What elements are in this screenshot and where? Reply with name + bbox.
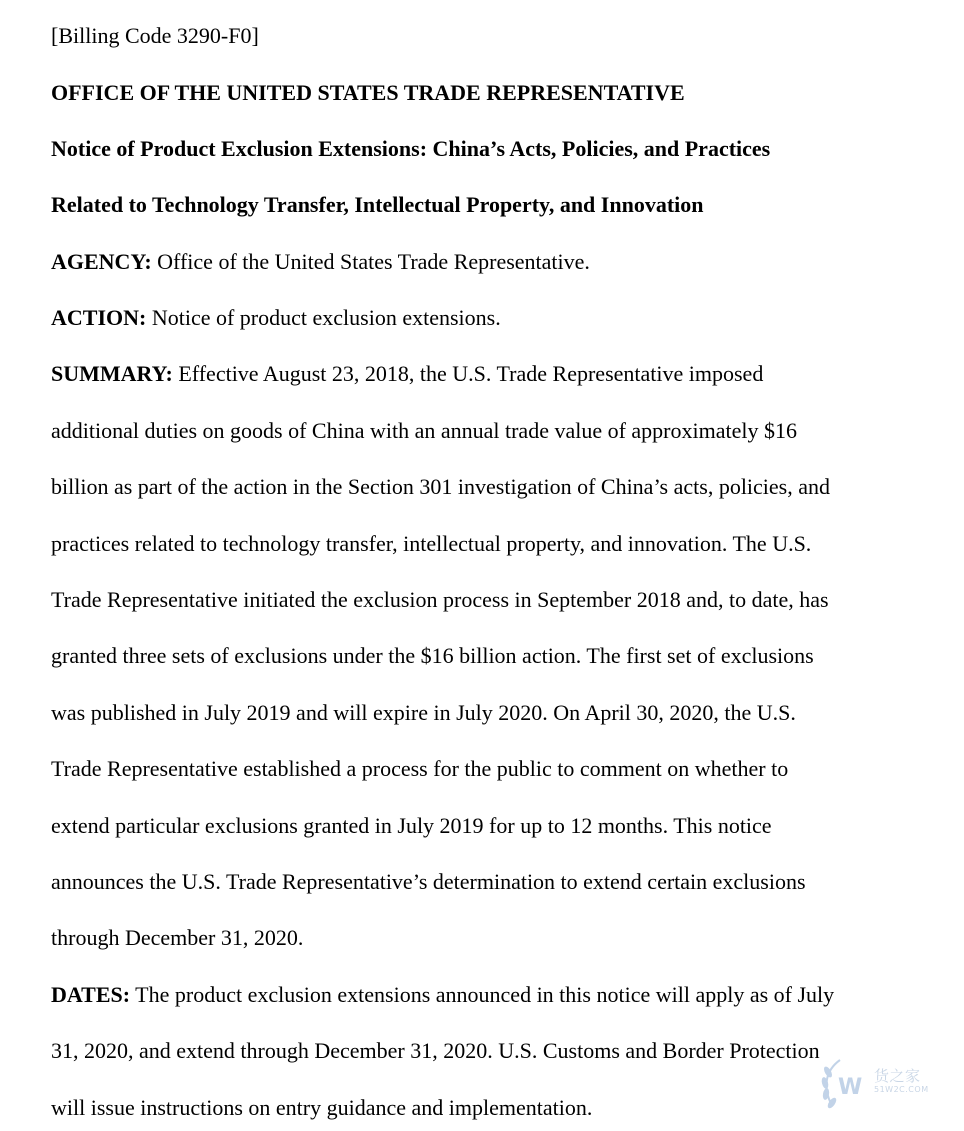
action-line <box>51 305 501 331</box>
summary-line-5: Trade Representative initiated the exclusion process in September 2018 and, to date, has <box>51 587 829 612</box>
action-label: ACTION: <box>51 305 147 330</box>
summary-line-7: was published in July 2019 and will expire in July 2020. On April 30, 2020, the U.S. <box>51 700 796 725</box>
summary-line-9: extend particular exclusions granted in July 2019 for up to 12 months. This notice <box>51 813 772 838</box>
notice-title-line-1: Notice of Product Exclusion Extensions: China’s Acts, Policies, and Practices <box>51 136 771 161</box>
summary-line-1 <box>51 361 763 387</box>
watermark <box>818 1052 954 1124</box>
laurel-logo-icon <box>818 1056 863 1116</box>
dates-line-1 <box>51 982 834 1008</box>
dates-line-2: 31, 2020, and extend through December 31, 2020. U.S. Customs and Border Protection <box>51 1038 820 1063</box>
agency-label: AGENCY: <box>51 249 152 274</box>
summary-line-8: Trade Representative established a process for the public to comment on whether to <box>51 756 789 781</box>
notice-title-line-2: Related to Technology Transfer, Intellectual Property, and Innovation <box>51 192 704 217</box>
dates-text: The product exclusion extensions announced in this notice will apply as of July <box>135 982 835 1007</box>
summary-text: Effective August 23, 2018, the U.S. Trade Representative imposed <box>178 361 764 386</box>
billing-code: [Billing Code 3290-F0] <box>51 23 259 48</box>
watermark-brand: 货之家 <box>874 1067 921 1085</box>
summary-line-4: practices related to technology transfer, intellectual property, and innovation. The U.S. <box>51 531 812 556</box>
summary-line-6: granted three sets of exclusions under the $16 billion action. The first set of exclusions <box>51 643 814 668</box>
summary-line-3: billion as part of the action in the Section 301 investigation of China’s acts, policies, and <box>51 474 831 499</box>
summary-line-11: through December 31, 2020. <box>51 925 304 950</box>
svg-text:W: W <box>838 1075 863 1100</box>
watermark-site: 51W2C.COM <box>874 1085 929 1094</box>
action-text: Notice of product exclusion extensions. <box>151 305 501 330</box>
agency-text: Office of the United States Trade Representative. <box>157 249 590 274</box>
dates-label: DATES: <box>51 982 131 1007</box>
summary-label: SUMMARY: <box>51 361 173 386</box>
agency-line <box>51 249 590 275</box>
dates-line-3: will issue instructions on entry guidance and implementation. <box>51 1095 593 1120</box>
summary-line-2: additional duties on goods of China with an annual trade value of approximately $16 <box>51 418 797 443</box>
office-heading: OFFICE OF THE UNITED STATES TRADE REPRESENTATIVE <box>51 80 685 105</box>
summary-line-10: announces the U.S. Trade Representative’s determination to extend certain exclusions <box>51 869 806 894</box>
